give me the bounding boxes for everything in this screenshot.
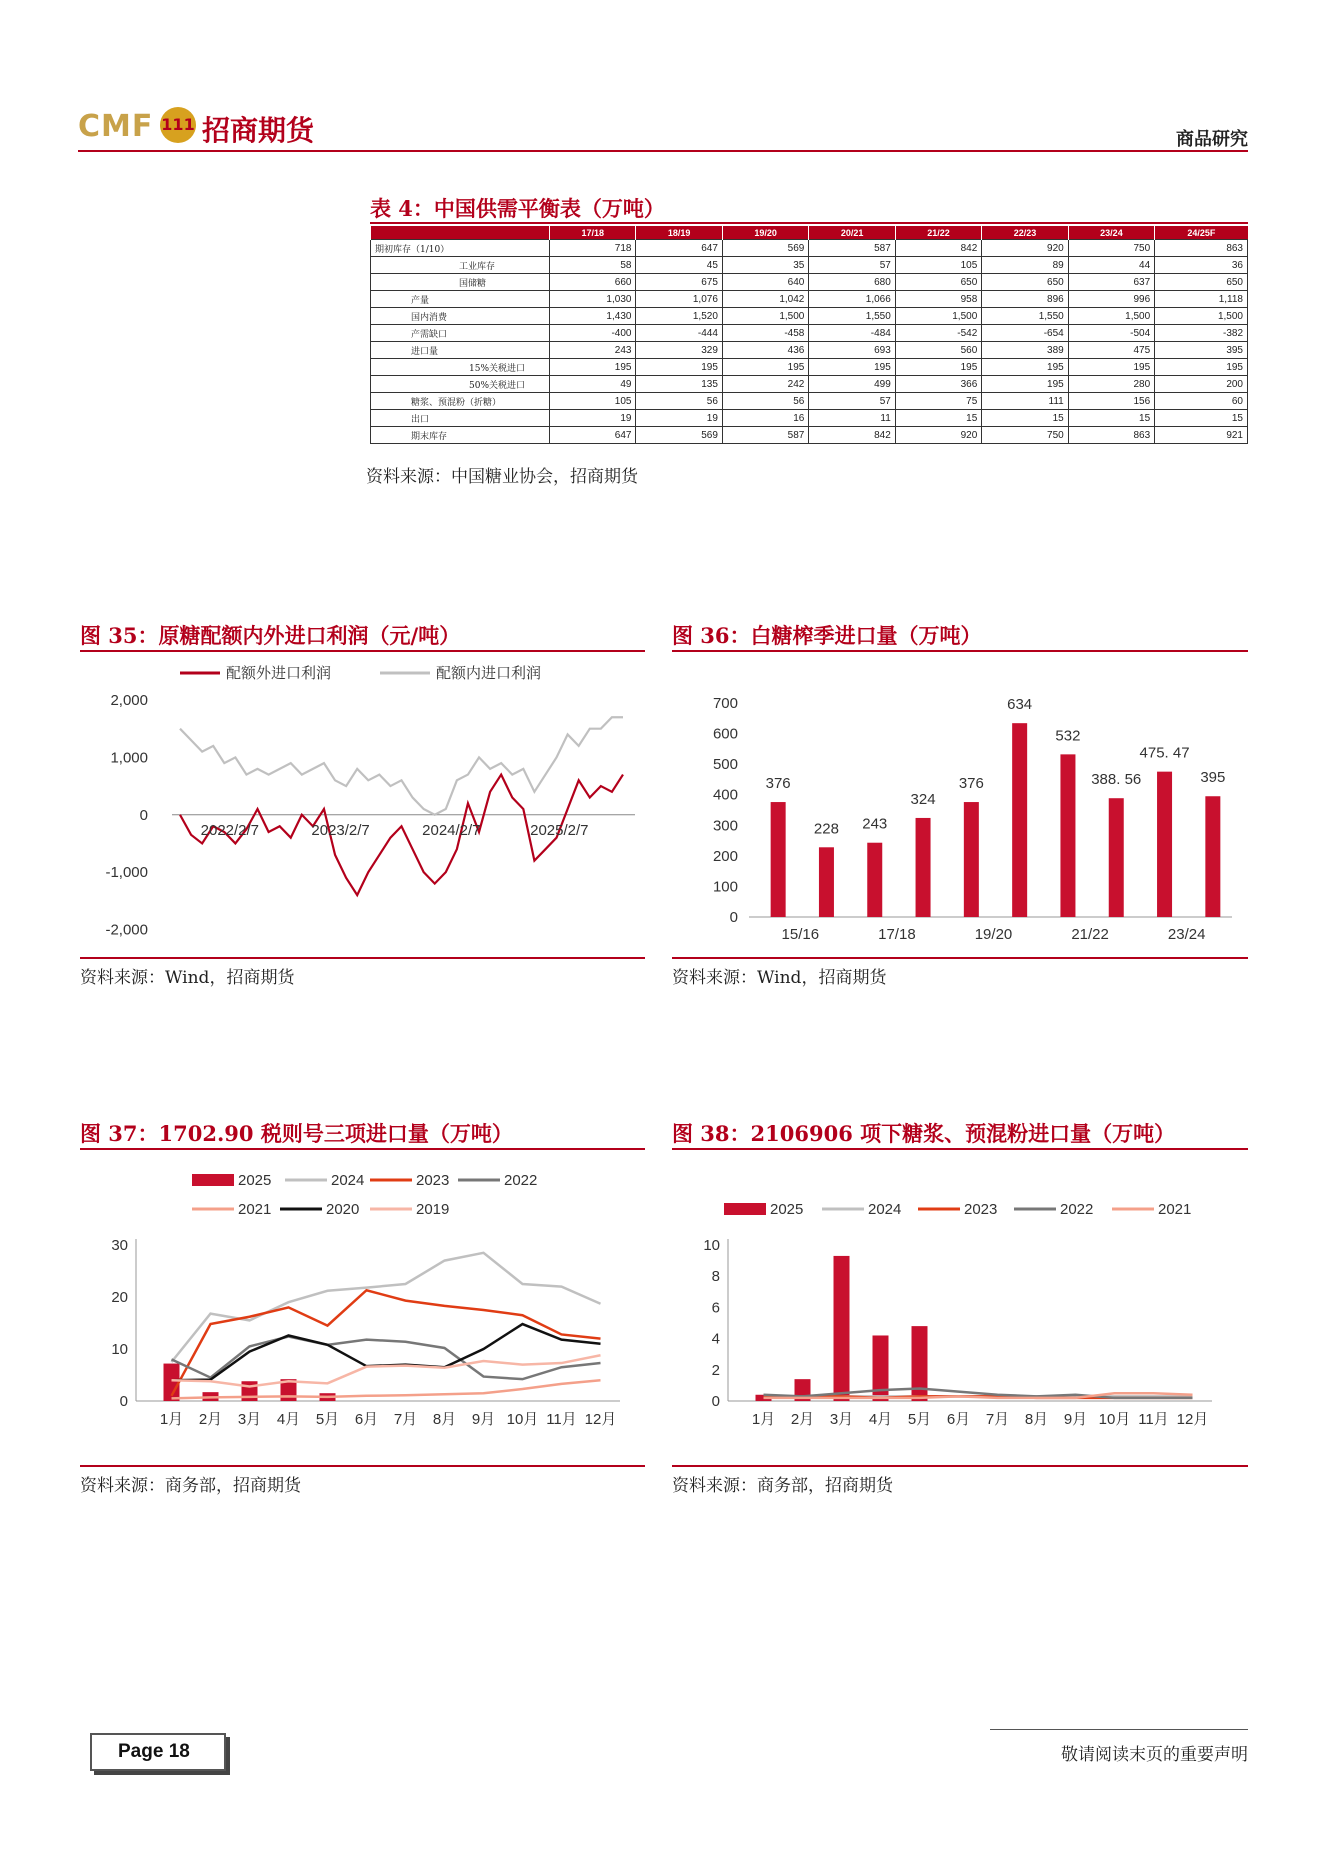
series-line-2021 [172,1380,601,1398]
table-cell: 640 [722,274,808,291]
table-col-header: 24/25F [1155,226,1248,240]
bar [1060,754,1075,917]
table-cell: 475 [1068,342,1154,359]
table-col-header: 20/21 [809,226,895,240]
bar-2025 [834,1256,850,1401]
legend-label: 2025 [238,1172,272,1189]
table-cell: 1,066 [809,291,895,308]
bar-value-label: 532 [1055,727,1081,745]
table-cell: 111 [982,393,1068,410]
table-row-label: 产量 [371,291,550,308]
table4-top-rule [370,222,1248,224]
table-cell: 896 [982,291,1068,308]
legend-label: 2023 [416,1172,450,1189]
x-tick-label: 5月 [315,1411,340,1428]
x-tick-label: 10月 [506,1411,539,1428]
fig37-title: 图 37：1702.90 税则号三项进口量（万吨） [80,1121,513,1146]
table-cell: 1,550 [982,308,1068,325]
table-cell: 560 [895,342,981,359]
table-row-label: 期初库存（1/10） [371,240,550,257]
table-cell: 15 [982,410,1068,427]
y-tick-label: -2,000 [105,921,148,939]
x-tick-label: 6月 [946,1411,971,1428]
legend-label: 2024 [868,1201,902,1218]
table-cell: 45 [636,257,722,274]
table-cell: -458 [722,325,808,342]
x-tick-label: 17/18 [878,926,916,943]
table-row-label: 50%关税进口 [371,376,550,393]
fig36-source: 资料来源：Wind，招商期货 [672,968,887,988]
table-cell: 49 [550,376,636,393]
x-tick-label: 10月 [1098,1411,1131,1428]
company-logo [78,105,348,151]
table-row [371,257,1248,274]
table-col-header: 17/18 [550,226,636,240]
logo-badge-icon: 111 [160,107,196,143]
table-body [371,240,1248,444]
y-tick-label: 700 [712,695,738,712]
table-cell: 842 [809,427,895,444]
y-tick-label: 600 [712,725,738,743]
x-tick-label: 19/20 [974,926,1013,943]
table-cell: 637 [1068,274,1154,291]
table-row [371,291,1248,308]
y-tick-label: 4 [711,1330,720,1348]
table-header-blank [371,226,550,240]
table-cell: 243 [550,342,636,359]
table-cell: -400 [550,325,636,342]
y-tick-label: 400 [712,786,738,804]
table-col-header: 21/22 [895,226,981,240]
x-tick-label: 11月 [1138,1411,1169,1428]
fig36-title: 图 36：白糖榨季进口量（万吨） [672,623,982,648]
table-cell: 680 [809,274,895,291]
y-tick-label: 100 [712,878,738,896]
fig36-bottom-rule [672,957,1248,959]
y-tick-label: 10 [111,1341,128,1358]
fig35-chart [80,655,645,955]
table-cell: 15 [1068,410,1154,427]
table-cell: 1,042 [722,291,808,308]
table-cell: 1,076 [636,291,722,308]
table4-title: 表 4：中国供需平衡表（万吨） [370,196,665,221]
table-cell: 675 [636,274,722,291]
table-cell: 1,118 [1155,291,1248,308]
bar-value-label: 324 [910,790,936,808]
table-col-header: 23/24 [1068,226,1154,240]
fig38-title: 图 38：2106906 项下糖浆、预混粉进口量（万吨） [672,1121,1176,1146]
table-cell: 242 [722,376,808,393]
table-cell: -654 [982,325,1068,342]
bar-value-label: 243 [862,815,888,833]
table-cell: 693 [809,342,895,359]
table-cell: 195 [809,359,895,376]
supply-demand-table [370,226,1248,444]
table-cell: 200 [1155,376,1248,393]
table-cell: 863 [1068,427,1154,444]
x-tick-label: 12月 [584,1411,617,1428]
y-tick-label: 30 [111,1237,128,1254]
table-cell: 195 [722,359,808,376]
table-cell: 44 [1068,257,1154,274]
bar [867,843,882,917]
table-row [371,410,1248,427]
table-cell: 436 [722,342,808,359]
logo-cmf-text: CMF [78,109,154,144]
x-tick-label: 9月 [471,1411,496,1428]
table-col-header: 19/20 [722,226,808,240]
bar-value-label: 395 [1200,769,1226,787]
x-tick-label: 1月 [751,1411,776,1428]
fig36-top-rule [672,650,1248,652]
table-cell: 1,500 [895,308,981,325]
table-cell: 1,500 [722,308,808,325]
table-cell: 1,500 [1155,308,1248,325]
y-tick-label: 0 [119,1393,128,1410]
series-line-2023 [172,1290,601,1396]
bar [1109,798,1124,917]
table-cell: 996 [1068,291,1154,308]
table-cell: 569 [636,427,722,444]
table-row [371,342,1248,359]
fig38-top-rule [672,1148,1248,1150]
footer-divider [990,1729,1248,1730]
table-row-label: 15%关税进口 [371,359,550,376]
table-cell: 650 [895,274,981,291]
y-tick-label: 6 [711,1299,720,1317]
x-tick-label: 21/22 [1071,926,1109,943]
table-cell: 366 [895,376,981,393]
table-cell: 842 [895,240,981,257]
fig37-chart [80,1153,645,1463]
table-cell: 647 [636,240,722,257]
y-tick-label: 0 [139,806,148,824]
legend-label: 2020 [326,1201,360,1218]
table-row-label: 糖浆、预混粉（折糖） [371,393,550,410]
table-cell: 19 [550,410,636,427]
fig35-top-rule [80,650,645,652]
table-cell: 195 [895,359,981,376]
x-tick-label: 4月 [276,1411,301,1428]
table-cell: 60 [1155,393,1248,410]
table-row [371,359,1248,376]
table-cell: 19 [636,410,722,427]
x-tick-label: 6月 [354,1411,379,1428]
table-row [371,325,1248,342]
table-cell: 660 [550,274,636,291]
legend-label: 2021 [238,1201,272,1218]
bar [1012,723,1027,917]
x-tick-label: 4月 [868,1411,893,1428]
x-tick-label: 7月 [393,1411,418,1428]
series-line-2024 [172,1253,601,1362]
page-number: Page 18 [118,1741,190,1762]
x-tick-label: 12月 [1176,1411,1209,1428]
table-cell: 587 [809,240,895,257]
table-cell: 105 [550,393,636,410]
legend-swatch [724,1203,766,1215]
legend-swatch [192,1174,234,1186]
bar-value-label: 376 [958,775,984,793]
y-tick-label: 0 [711,1393,720,1410]
bar [916,818,931,917]
table-cell: 36 [1155,257,1248,274]
table-cell: 16 [722,410,808,427]
table-row-label: 进口量 [371,342,550,359]
x-tick-label: 2023/2/7 [311,821,370,839]
table-cell: 195 [982,376,1068,393]
y-tick-label: 200 [712,847,738,865]
table-cell: 56 [636,393,722,410]
table-cell: 1,550 [809,308,895,325]
x-tick-label: 23/24 [1167,926,1206,943]
table-row-label: 工业库存 [371,257,550,274]
table-cell: 569 [722,240,808,257]
table4-source: 资料来源：中国糖业协会，招商期货 [366,467,638,487]
bar-value-label: 634 [1007,696,1033,714]
x-tick-label: 8月 [1024,1411,1049,1428]
x-tick-label: 2025/2/7 [530,821,589,839]
table-cell: 1,500 [1068,308,1154,325]
table-cell: 329 [636,342,722,359]
table-cell: 11 [809,410,895,427]
bar [1157,772,1172,917]
table-row [371,393,1248,410]
legend-label: 2023 [964,1201,998,1218]
table-row [371,427,1248,444]
table-cell: 195 [1068,359,1154,376]
table-cell: 57 [809,257,895,274]
table-cell: 195 [982,359,1068,376]
bar-value-label: 475. 47 [1139,744,1190,762]
table-cell: 89 [982,257,1068,274]
series-line-inside-quota [180,717,623,815]
table-cell: 921 [1155,427,1248,444]
table-cell: 156 [1068,393,1154,410]
series-line-2020 [172,1324,601,1380]
table-cell: 195 [1155,359,1248,376]
header-divider [78,150,1248,152]
table-cell: 195 [636,359,722,376]
x-tick-label: 3月 [237,1411,262,1428]
bar [771,802,786,917]
x-tick-label: 2月 [198,1411,223,1428]
x-tick-label: 1月 [159,1411,184,1428]
table-cell: 75 [895,393,981,410]
bar-value-label: 388. 56 [1091,771,1142,789]
table-cell: 1,030 [550,291,636,308]
table-cell: 650 [1155,274,1248,291]
bar-value-label: 376 [765,775,791,793]
y-tick-label: 2 [711,1361,720,1379]
table-cell: 35 [722,257,808,274]
table-row [371,240,1248,257]
table-row-label: 国内消费 [371,308,550,325]
y-tick-label: 2,000 [110,692,148,709]
table-cell: 499 [809,376,895,393]
fig38-chart [672,1153,1248,1463]
section-label: 商品研究 [1176,129,1248,150]
table-cell: 647 [550,427,636,444]
y-tick-label: 0 [729,909,738,926]
table-header-row [371,226,1248,240]
table-cell: 650 [982,274,1068,291]
table-cell: 1,520 [636,308,722,325]
table-row-label: 国储糖 [371,274,550,291]
table-col-header: 18/19 [636,226,722,240]
table-cell: 389 [982,342,1068,359]
x-tick-label: 7月 [985,1411,1010,1428]
legend-label-inside-quota: 配额内进口利润 [436,665,542,682]
legend-label: 2021 [1158,1201,1192,1218]
table-cell: 718 [550,240,636,257]
table-row-label: 期末库存 [371,427,550,444]
table-cell: 280 [1068,376,1154,393]
table-cell: 105 [895,257,981,274]
table-row [371,274,1248,291]
table-cell: 395 [1155,342,1248,359]
table-cell: 57 [809,393,895,410]
table-cell: 1,430 [550,308,636,325]
x-tick-label: 3月 [829,1411,854,1428]
table-cell: -484 [809,325,895,342]
fig35-title: 图 35：原糖配额内外进口利润（元/吨） [80,623,461,648]
table-cell: -444 [636,325,722,342]
table-row [371,308,1248,325]
table-row-label: 产需缺口 [371,325,550,342]
fig38-bottom-rule [672,1465,1248,1467]
y-tick-label: 20 [111,1289,128,1306]
table-col-header: 22/23 [982,226,1068,240]
table-cell: 195 [550,359,636,376]
fig35-bottom-rule [80,957,645,959]
y-tick-label: 8 [711,1268,720,1286]
table-cell: -504 [1068,325,1154,342]
table-cell: 750 [982,427,1068,444]
y-tick-label: -1,000 [105,864,148,882]
legend-label: 2019 [416,1201,450,1218]
x-tick-label: 2022/2/7 [200,821,260,839]
table-cell: 958 [895,291,981,308]
table-row [371,376,1248,393]
x-tick-label: 5月 [907,1411,932,1428]
fig37-top-rule [80,1148,645,1150]
fig36-chart [672,655,1248,955]
fig37-source: 资料来源：商务部，招商期货 [80,1476,301,1496]
legend-label: 2024 [331,1172,365,1189]
table-cell: -382 [1155,325,1248,342]
table-row-label: 出口 [371,410,550,427]
x-tick-label: 2024/2/7 [422,821,481,839]
table-cell: 920 [895,427,981,444]
table-cell: 863 [1155,240,1248,257]
x-tick-label: 9月 [1063,1411,1088,1428]
x-tick-label: 8月 [432,1411,457,1428]
bar [964,802,979,917]
y-tick-label: 300 [712,817,738,835]
logo-company-name: 招商期货 [202,114,315,147]
fig37-bottom-rule [80,1465,645,1467]
table-cell: 15 [895,410,981,427]
table-cell: 58 [550,257,636,274]
y-tick-label: 10 [703,1237,720,1254]
y-tick-label: 500 [712,756,738,774]
bar-value-label: 228 [813,820,839,838]
legend-label-outside-quota: 配额外进口利润 [226,665,332,682]
x-tick-label: 2月 [790,1411,815,1428]
footer-notice: 敬请阅读末页的重要声明 [1061,1745,1248,1765]
fig35-source: 资料来源：Wind，招商期货 [80,968,295,988]
table-cell: 15 [1155,410,1248,427]
series-line-2022 [172,1337,601,1380]
table-cell: 920 [982,240,1068,257]
fig38-source: 资料来源：商务部，招商期货 [672,1476,893,1496]
legend-label: 2022 [504,1172,538,1189]
table-cell: 587 [722,427,808,444]
legend-label: 2022 [1060,1201,1094,1218]
table-cell: 135 [636,376,722,393]
bar [1205,796,1220,917]
table-cell: 750 [1068,240,1154,257]
x-tick-label: 15/16 [781,926,820,943]
bar [819,847,834,917]
legend-label: 2025 [770,1201,804,1218]
x-tick-label: 11月 [546,1411,577,1428]
table-cell: -542 [895,325,981,342]
y-tick-label: 1,000 [110,749,148,767]
table-cell: 56 [722,393,808,410]
